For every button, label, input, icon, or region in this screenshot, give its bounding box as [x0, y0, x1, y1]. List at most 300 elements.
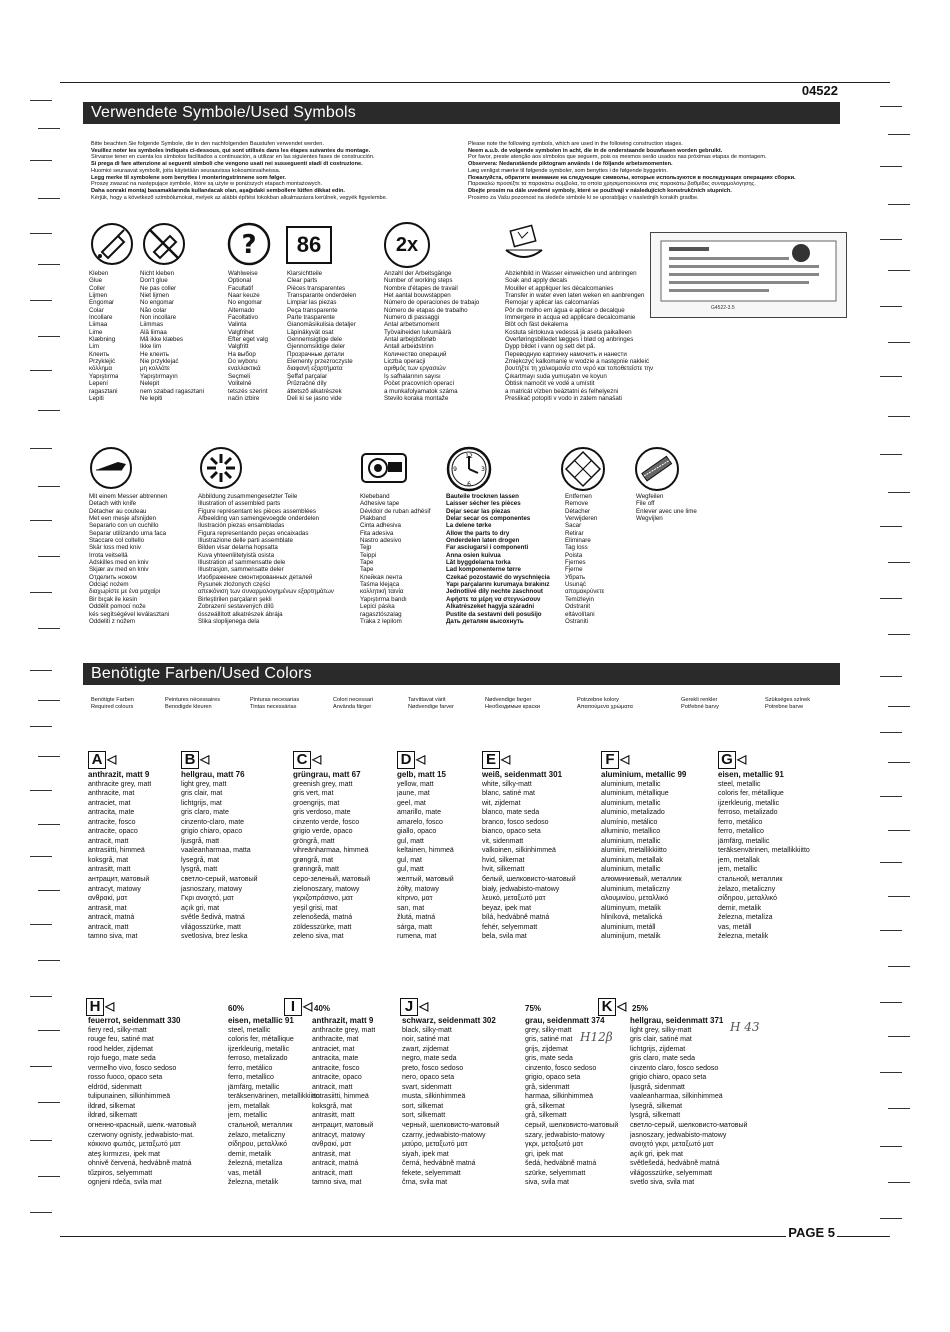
- color-translation: coloris fer, métallique: [228, 1036, 294, 1044]
- color-name-list: [88, 770, 151, 942]
- color-translation: cinzento claro, fosco sedoso: [630, 1064, 719, 1072]
- symbol-label: Delar secar os componentes: [446, 515, 531, 523]
- margin-tick: [30, 996, 52, 997]
- color-translation: ferro, metallico: [228, 1074, 274, 1082]
- margin-tick: [30, 790, 52, 791]
- symbol-label: Yapıştırma: [89, 372, 119, 380]
- intro-line: Neem a.u.b. de volgende symbolen in acht, die in de onderstaande bouwfasen worden gebruikt.: [468, 147, 723, 154]
- color-translation: antracit, matt: [312, 1169, 353, 1177]
- color-translation: gris verdoso, mate: [293, 809, 351, 817]
- margin-tick: [38, 486, 60, 487]
- needed-colors-text: Colori necessari: [333, 697, 374, 703]
- optional-icon: [226, 222, 272, 266]
- color-translation: черный, шелковисто-матовый: [402, 1122, 500, 1130]
- page-number: PAGE 5: [788, 1225, 835, 1240]
- svg-text:9: 9: [453, 466, 457, 473]
- needed-colors-text: Tintas necessárias: [250, 703, 297, 710]
- color-translation: fekete, selyemmatt: [402, 1169, 461, 1177]
- color-translation: żelazo, metaliczny: [228, 1131, 286, 1139]
- labels-tape: [360, 493, 431, 625]
- symbol-label: Liczba operacji: [384, 358, 426, 366]
- margin-tick: [30, 300, 52, 301]
- intro-line: Veuillez noter les symboles indiqués ci-dessous, qui sont utilisés dans les étapes suivantes du montage.: [91, 147, 371, 154]
- color-primary-name: grau, seidenmatt 374: [525, 1016, 605, 1025]
- color-translation: nero, opaco seta: [402, 1074, 455, 1082]
- adhesive-tape-icon: [360, 446, 410, 490]
- symbol-label: Lim: [89, 343, 99, 351]
- symbol-label: Plakband: [360, 515, 386, 523]
- symbol-label: Pôr de molho em água e aplicar o decalque: [505, 306, 625, 314]
- file-off-icon: [634, 446, 680, 492]
- drying-clock-icon: [446, 446, 492, 492]
- symbol-label: κολλητική ταινία: [360, 588, 404, 596]
- symbol-label: Убрать: [565, 573, 586, 581]
- color-translation: svetlo siva, svila mat: [630, 1179, 695, 1187]
- labels-dry: [446, 493, 550, 625]
- intro-line: Prosimo za Vašu pozornost na sledeče simbole ki se uporabljajo v naslednjih korakih gradbe.: [468, 194, 699, 201]
- triangle-icon: ◁: [416, 752, 426, 766]
- color-translation: açık gri, mat: [181, 904, 220, 912]
- color-translation: серый, шелковисто-матовый: [525, 1122, 619, 1130]
- color-translation: hvit, silkematt: [482, 866, 525, 874]
- color-name-list: [228, 1016, 320, 1188]
- needed-colors-label: [485, 697, 540, 710]
- color-translation: lysegrå, mat: [181, 856, 220, 864]
- intro-line: Dbejte prosím na dále uvedené symboly, které se používají v následujících konstrukčních stupních.: [468, 187, 732, 194]
- intro-right: [468, 141, 848, 201]
- labels-decal: [505, 270, 653, 402]
- color-translation: szary, jedwabisto-matowy: [525, 1131, 605, 1139]
- color-translation: světlešedá, hedvábně matná: [630, 1160, 720, 1168]
- color-translation: järnfärg, metallic: [228, 1083, 280, 1091]
- symbol-label: Lijmen: [89, 292, 108, 300]
- needed-colors-text: Nødvendige farger: [485, 697, 532, 703]
- color-translation: gris vert, mat: [293, 790, 334, 798]
- symbol-label: Gjennomsiktige deler: [287, 343, 346, 351]
- symbol-label: Separar utilizando uma faca: [89, 529, 167, 537]
- color-translation: gris, mate seda: [525, 1055, 573, 1063]
- color-translation: antracyt, matowy: [88, 885, 141, 893]
- color-translation: ferroso, metalizado: [228, 1055, 288, 1063]
- intro-line: Bitte beachten Sie folgende Symbole, die in den nachfolgenden Baustufen verwendet werden.: [91, 141, 324, 147]
- color-translation: vihreänharmaa, himmeä: [293, 847, 369, 855]
- symbol-label: Coller: [89, 284, 106, 292]
- symbol-label: Laisser sécher les pièces: [446, 500, 521, 508]
- color-translation: антрацит, матовый: [88, 876, 150, 884]
- color-translation: teräksenvärinen, metallikkiitto: [228, 1093, 320, 1101]
- color-translation: açık gri, ipek mat: [630, 1150, 683, 1158]
- color-translation: svetlosiva, brez leska: [181, 933, 248, 941]
- color-translation: bílá, hedvábně matná: [482, 914, 550, 922]
- symbol-label: Adhesive tape: [360, 500, 400, 508]
- symbol-label: Przyklejić: [89, 358, 116, 366]
- color-name-list: [397, 770, 454, 942]
- color-translation: ljusgrå, sidenmatt: [630, 1083, 685, 1091]
- color-translation: zelenošedá, matná: [293, 914, 353, 922]
- margin-tick: [888, 830, 910, 831]
- margin-tick: [888, 416, 910, 417]
- symbol-label: Изображение смонтированных деталей: [198, 573, 313, 581]
- symbols-title: Verwendete Symbole/Used Symbols: [83, 102, 840, 124]
- color-translation: ildrød, silkematt: [88, 1112, 138, 1120]
- symbol-label: Odciąć nożem: [89, 581, 129, 589]
- color-translation: siva, svila mat: [525, 1179, 569, 1187]
- swatch-letter: [400, 998, 428, 1014]
- color-translation: żółty, matowy: [397, 885, 439, 893]
- symbol-label: Irrota veitsellä: [89, 551, 128, 559]
- needed-colors-text: Необходимые краски: [485, 703, 540, 710]
- symbol-label: Отделить ножом: [89, 573, 137, 581]
- color-translation: aluminium, metallic: [601, 866, 661, 874]
- labels-clear-parts: [287, 270, 356, 402]
- symbol-label: Työvaiheiden lukumäärä: [384, 328, 452, 336]
- margin-tick: [30, 370, 52, 371]
- color-translation: ανθρακί, ματ: [88, 895, 128, 903]
- symbol-label: Blöt och fäst dekalerna: [505, 321, 568, 329]
- margin-tick: [30, 1212, 52, 1213]
- intro-line: Observera: Nedanstående piktogram används i de följande arbetsmomenten.: [468, 161, 673, 168]
- labels-no-glue: [140, 270, 204, 402]
- symbol-label: Efter eget valg: [228, 336, 268, 344]
- symbol-label: Verwijderen: [565, 515, 598, 523]
- symbol-label: način izbire: [228, 394, 260, 402]
- color-translation: gris clair, mat: [181, 790, 223, 798]
- color-translation: светло-серый, матовый: [181, 876, 258, 884]
- color-translation: žlutá, matná: [397, 914, 436, 922]
- color-translation: yellow, matt: [397, 780, 434, 788]
- symbol-label: Facultatif: [228, 284, 254, 292]
- symbol-label: διαχωρίστε με ένα μαχαίρι: [89, 588, 161, 596]
- margin-tick: [30, 1140, 52, 1141]
- symbol-label: μη κολλάτε: [140, 365, 170, 373]
- symbol-label: Birleştirilen parçaların şekli: [198, 595, 272, 603]
- margin-tick: [888, 1108, 910, 1109]
- needed-colors-text: Tarvittavat värit: [408, 697, 446, 703]
- color-translation: tulipunainen, silkinhimmeä: [88, 1093, 171, 1101]
- colors-title: Benötigte Farben/Used Colors: [83, 663, 840, 685]
- margin-tick: [38, 556, 60, 557]
- symbol-label: Mit einem Messer abtrennen: [89, 493, 168, 500]
- margin-tick: [888, 1182, 910, 1183]
- swatch-letter-box: F: [601, 751, 619, 769]
- color-translation: желтый, матовый: [397, 876, 454, 884]
- needed-colors-label: [165, 697, 220, 710]
- symbol-label: Število koraka montaže: [384, 394, 449, 402]
- symbol-label: Illustrasjon, sammensatte deler: [198, 566, 284, 574]
- glue-icon: [88, 222, 138, 266]
- symbol-label: Enlever avec une lime: [636, 507, 697, 515]
- symbol-label: Clear parts: [287, 277, 318, 285]
- color-translation: vaaleanharmaa, silkinhimmeä: [630, 1093, 723, 1101]
- color-translation: sárga, matt: [397, 923, 433, 931]
- color-translation: steel, metallic: [718, 780, 761, 788]
- symbol-label: Fjerne: [565, 566, 583, 574]
- symbol-label: Jednotlivé díly nechte zaschnout: [446, 588, 543, 596]
- color-primary-name: feuerrot, seidenmatt 330: [88, 1016, 181, 1025]
- color-primary-name: weiß, seidenmatt 301: [482, 770, 563, 779]
- symbol-label: Låt byggdelarna torka: [446, 559, 511, 567]
- symbol-label: Detach with knife: [89, 500, 137, 508]
- color-translation: gul, matt: [397, 866, 424, 874]
- color-translation: jaune, mat: [397, 790, 430, 798]
- symbol-label: Glue: [89, 277, 103, 285]
- color-primary-name: schwarz, seidenmatt 302: [402, 1016, 496, 1025]
- color-translation: vas, metáll: [718, 923, 752, 931]
- color-translation: musta, silkinhimmeä: [402, 1093, 466, 1101]
- needed-colors-text: Szükséges színek: [765, 697, 811, 703]
- color-translation: стальной, металлик: [718, 876, 783, 884]
- color-translation: noir, satiné mat: [402, 1036, 450, 1044]
- swatch-letter: [601, 751, 629, 767]
- color-translation: ferro, metallico: [718, 828, 764, 836]
- knife-icon: [88, 446, 134, 490]
- mix-percent: 40%: [314, 1004, 331, 1013]
- symbol-label: Kostuta siirtokuva vedessä ja aseta paikalleen: [505, 328, 632, 336]
- swatch-letter-box: K: [598, 998, 616, 1016]
- symbol-label: Do wyboru: [228, 358, 258, 366]
- symbol-label: Дать деталям высохнуть: [446, 617, 524, 625]
- color-translation: vaaleanharmaa, matta: [181, 847, 251, 855]
- color-translation: κίτρινο, ματ: [397, 895, 433, 903]
- color-translation: hvid, silkemat: [482, 856, 525, 864]
- color-name-list: [293, 770, 370, 942]
- margin-tick: [880, 526, 902, 527]
- margin-tick: [38, 890, 60, 891]
- color-translation: gri, ipek mat: [525, 1150, 564, 1158]
- color-primary-name: eisen, metallic 91: [718, 770, 784, 779]
- margin-tick: [888, 342, 910, 343]
- color-translation: серо-зеленый, матовый: [293, 876, 371, 884]
- color-translation: czarny, jedwabisto-matowy: [402, 1131, 486, 1139]
- color-translation: antracyt, matowy: [312, 1131, 365, 1139]
- symbol-label: Abbildung zusammengesetzter Teile: [198, 493, 298, 500]
- symbol-label: Количество операций: [384, 350, 447, 358]
- color-translation: blanco, mate seda: [482, 809, 540, 817]
- symbol-label: Naar keuze: [228, 292, 260, 300]
- symbol-label: εναλλακτικά: [228, 365, 261, 373]
- labels-remove: [565, 493, 604, 625]
- color-translation: jern, metallak: [718, 856, 760, 864]
- assembled-parts-icon: [198, 446, 244, 490]
- symbol-label: Onderdelen laten drogen: [446, 537, 520, 545]
- margin-tick: [30, 856, 52, 857]
- symbol-label: Transfer in water even laten weken en aanbrengen: [505, 292, 645, 300]
- symbol-label: Separarlo con un cuchillo: [89, 522, 159, 530]
- color-translation: ferro, metálico: [228, 1064, 273, 1072]
- symbol-label: Parte trasparente: [287, 314, 335, 322]
- symbol-label: Peça transparente: [287, 306, 338, 314]
- symbol-label: Průzračné díly: [287, 380, 327, 388]
- symbol-label: Tape: [360, 566, 374, 574]
- margin-tick: [38, 198, 60, 199]
- color-translation: светло-серый, шелковисто-матовый: [630, 1122, 748, 1130]
- needed-colors-text: Benötigte Farben: [91, 697, 134, 703]
- margin-tick: [888, 492, 910, 493]
- color-translation: sort, silkematt: [402, 1112, 446, 1120]
- symbol-label: Sacar: [565, 522, 582, 530]
- swatch-letter: [397, 751, 425, 767]
- swatch-letter: [718, 751, 746, 767]
- symbol-label: Klarsichtteile: [287, 270, 323, 277]
- symbol-label: Gianomäsikulisia detaljer: [287, 321, 356, 329]
- color-translation: white, silky-matt: [482, 780, 532, 788]
- color-translation: γκρι, μεταξωτό ματ: [525, 1141, 584, 1149]
- triangle-icon: ◁: [312, 752, 322, 766]
- color-translation: grå, silkemat: [525, 1102, 565, 1110]
- color-primary-name: anthrazit, matt 9: [88, 770, 150, 779]
- swatch-letter: [482, 751, 510, 767]
- color-translation: vit, sidenmatt: [482, 837, 524, 845]
- margin-tick: [38, 960, 60, 961]
- symbol-label: Liimaa: [89, 321, 108, 329]
- color-translation: steel, metallic: [228, 1026, 271, 1034]
- margin-tick: [30, 592, 52, 593]
- margin-tick: [38, 1176, 60, 1177]
- color-translation: κόκκινο φωτιάς, μεταξωτό ματ: [88, 1141, 181, 1149]
- symbol-label: ragasztani: [89, 387, 118, 395]
- color-translation: világosszürke, selyemmatt: [630, 1169, 713, 1177]
- color-translation: antrasit, mat: [88, 904, 127, 912]
- color-translation: amarelo, fosco: [397, 818, 443, 826]
- color-translation: aluminium, metallic: [601, 780, 661, 788]
- symbol-label: Yapı parçalarını kurumaya bırakınız: [446, 581, 550, 589]
- product-code: 04522: [801, 83, 838, 98]
- margin-tick: [30, 100, 52, 101]
- symbol-label: Zobrazení sestavených dílů: [198, 603, 274, 611]
- margin-tick: [880, 166, 902, 167]
- color-translation: żelazo, metaliczny: [718, 885, 776, 893]
- symbol-label: Figure représentant les pièces assemblées: [198, 507, 316, 515]
- symbol-label: Colar: [89, 306, 104, 314]
- color-translation: beyaz, ipek mat: [482, 904, 532, 912]
- triangle-icon: ◁: [620, 752, 630, 766]
- symbol-label: Прозрачные детали: [287, 350, 345, 358]
- symbol-label: Ostraniti: [565, 617, 589, 625]
- intro-line: Пожалуйста, обратите внимание на следующие символы, которые используются в последующих операциях сборки.: [468, 174, 796, 181]
- color-translation: ferroso, metalizado: [718, 809, 778, 817]
- color-translation: železná, metalíza: [228, 1160, 283, 1168]
- symbol-label: Numero di passaggi: [384, 314, 440, 322]
- swatch-letter-box: C: [293, 751, 311, 769]
- symbol-label: La delene tørke: [446, 522, 492, 530]
- color-translation: alumiini, metallikkiitto: [601, 847, 667, 855]
- margin-tick: [38, 336, 60, 337]
- color-translation: antracit, matná: [312, 1160, 359, 1168]
- symbol-label: Wahlweise: [228, 270, 258, 277]
- margin-tick: [888, 1036, 910, 1037]
- symbol-label: Oddělit pomocí nože: [89, 603, 146, 611]
- color-translation: grå, sidenmatt: [525, 1083, 570, 1091]
- color-translation: šedá, hedvábně matná: [525, 1160, 597, 1168]
- color-translation: czerwony ognisty, jedwabisto-mat.: [88, 1131, 195, 1139]
- symbol-label: αριθμός των εργασιών: [384, 365, 446, 373]
- color-translation: ijzerkleurig, metallic: [228, 1045, 290, 1053]
- symbol-label: Nicht kleben: [140, 270, 175, 277]
- symbol-label: Remove: [565, 500, 589, 508]
- color-translation: antracite, opaco: [312, 1074, 362, 1082]
- color-translation: alluminio, metallico: [601, 828, 661, 836]
- color-translation: алюминиевый, металлик: [601, 876, 682, 884]
- symbol-label: Nastro adesivo: [360, 537, 402, 545]
- symbol-label: Nombre d'étapes de travail: [384, 284, 458, 292]
- symbol-label: ragasztószalag: [360, 610, 402, 618]
- color-translation: antraciet, mat: [312, 1045, 355, 1053]
- color-translation: стальной, металлик: [228, 1122, 293, 1130]
- symbol-label: Teippi: [360, 551, 377, 559]
- symbol-label: Allow the parts to dry: [446, 529, 510, 537]
- color-translation: antracite, fosco: [312, 1064, 360, 1072]
- symbol-label: Dejar secar las piezas: [446, 507, 511, 515]
- margin-tick: [888, 966, 910, 967]
- symbol-label: kés segítségével leválasztani: [89, 610, 170, 618]
- color-primary-name: hellgrau, matt 76: [181, 770, 245, 779]
- margin-tick: [888, 762, 910, 763]
- triangle-icon: ◁: [419, 999, 429, 1013]
- symbol-label: Illustration af sammensatte dele: [198, 559, 286, 567]
- color-translation: μαύρο, μεταξωτό ματ: [402, 1141, 468, 1149]
- intro-line: Læg venligst mærke til følgende symboler, som benyttes i de følgende byggetrin.: [468, 167, 668, 174]
- labels-assembled: [198, 493, 334, 625]
- swatch-letter-box: E: [482, 751, 500, 769]
- intro-line: Huomioi seuraavat symbolit, joita käytetään seuraavissa kokoamisvaiheissa.: [91, 167, 281, 174]
- symbol-label: Tape: [360, 559, 374, 567]
- color-translation: antrasiitti, himmeä: [88, 847, 145, 855]
- symbol-label: Tejp: [360, 544, 372, 552]
- margin-tick: [38, 410, 60, 411]
- needed-colors-text: Potřebné barvy: [681, 703, 719, 710]
- color-translation: tűzpiros, selyemmatt: [88, 1169, 153, 1177]
- symbol-label: Dévidoir de ruban adhésif: [360, 507, 431, 515]
- symbol-label: Pièces transparentes: [287, 284, 346, 292]
- color-primary-name: anthrazit, matt 9: [312, 1016, 374, 1025]
- margin-tick: [888, 634, 910, 635]
- color-translation: amarillo, mate: [397, 809, 441, 817]
- symbol-label: Şeffaf parçalar: [287, 372, 328, 380]
- color-translation: koksgrå, mat: [312, 1102, 353, 1110]
- symbol-label: Eliminare: [565, 537, 591, 545]
- intro-line: Si prega di fare attenzione ai seguenti simboli che vengono usati nei susseguenti stadi di costruzione.: [91, 161, 363, 168]
- intro-left: [91, 141, 461, 201]
- symbol-label: Illustrazione delle parti assemblate: [198, 537, 293, 545]
- margin-tick: [38, 824, 60, 825]
- color-translation: železna, metalíza: [718, 914, 773, 922]
- symbol-label: Skjær av med en kniv: [89, 566, 149, 574]
- color-translation: hliníková, metalická: [601, 914, 663, 922]
- symbol-label: Abziehbild in Wasser einweichen und anbringen: [505, 270, 637, 277]
- margin-tick: [30, 233, 52, 234]
- symbol-label: Kleben: [89, 270, 109, 277]
- symbol-label: Klebeband: [360, 493, 390, 500]
- swatch-letter-box: A: [88, 751, 106, 769]
- symbol-label: No engomar: [140, 299, 175, 307]
- intro-line: Παρακαλώ προσέξτε τα παρακάτω σύμβολα, τα οποία χρησιμοποιούνται στις παρακάτω βαθμίδες συναρμολόγησης.: [468, 181, 756, 188]
- color-translation: antrasiitti, himmeä: [312, 1093, 369, 1101]
- color-translation: anthracite grey, matt: [88, 780, 152, 788]
- symbol-label: Kuva yhteenliitetyistä osista: [198, 551, 275, 559]
- intro-line: Proszę zwazać na następujące symbole, które są użyte w poniższych etapach montażowych.: [91, 181, 323, 188]
- margin-tick: [880, 1002, 902, 1003]
- margin-tick: [30, 924, 52, 925]
- symbol-label: Immergere in acqua ed applicare decalcomanie: [505, 314, 636, 322]
- color-translation: szürke, selyemmatt: [525, 1169, 586, 1177]
- color-translation: antracit, matt: [88, 837, 129, 845]
- margin-tick: [880, 1072, 902, 1073]
- no-glue-icon: [140, 222, 190, 266]
- symbol-label: Engomar: [89, 299, 115, 307]
- color-name-list: [601, 770, 686, 942]
- mix-percent: 60%: [228, 1004, 245, 1013]
- symbol-label: Не клеить: [140, 350, 169, 358]
